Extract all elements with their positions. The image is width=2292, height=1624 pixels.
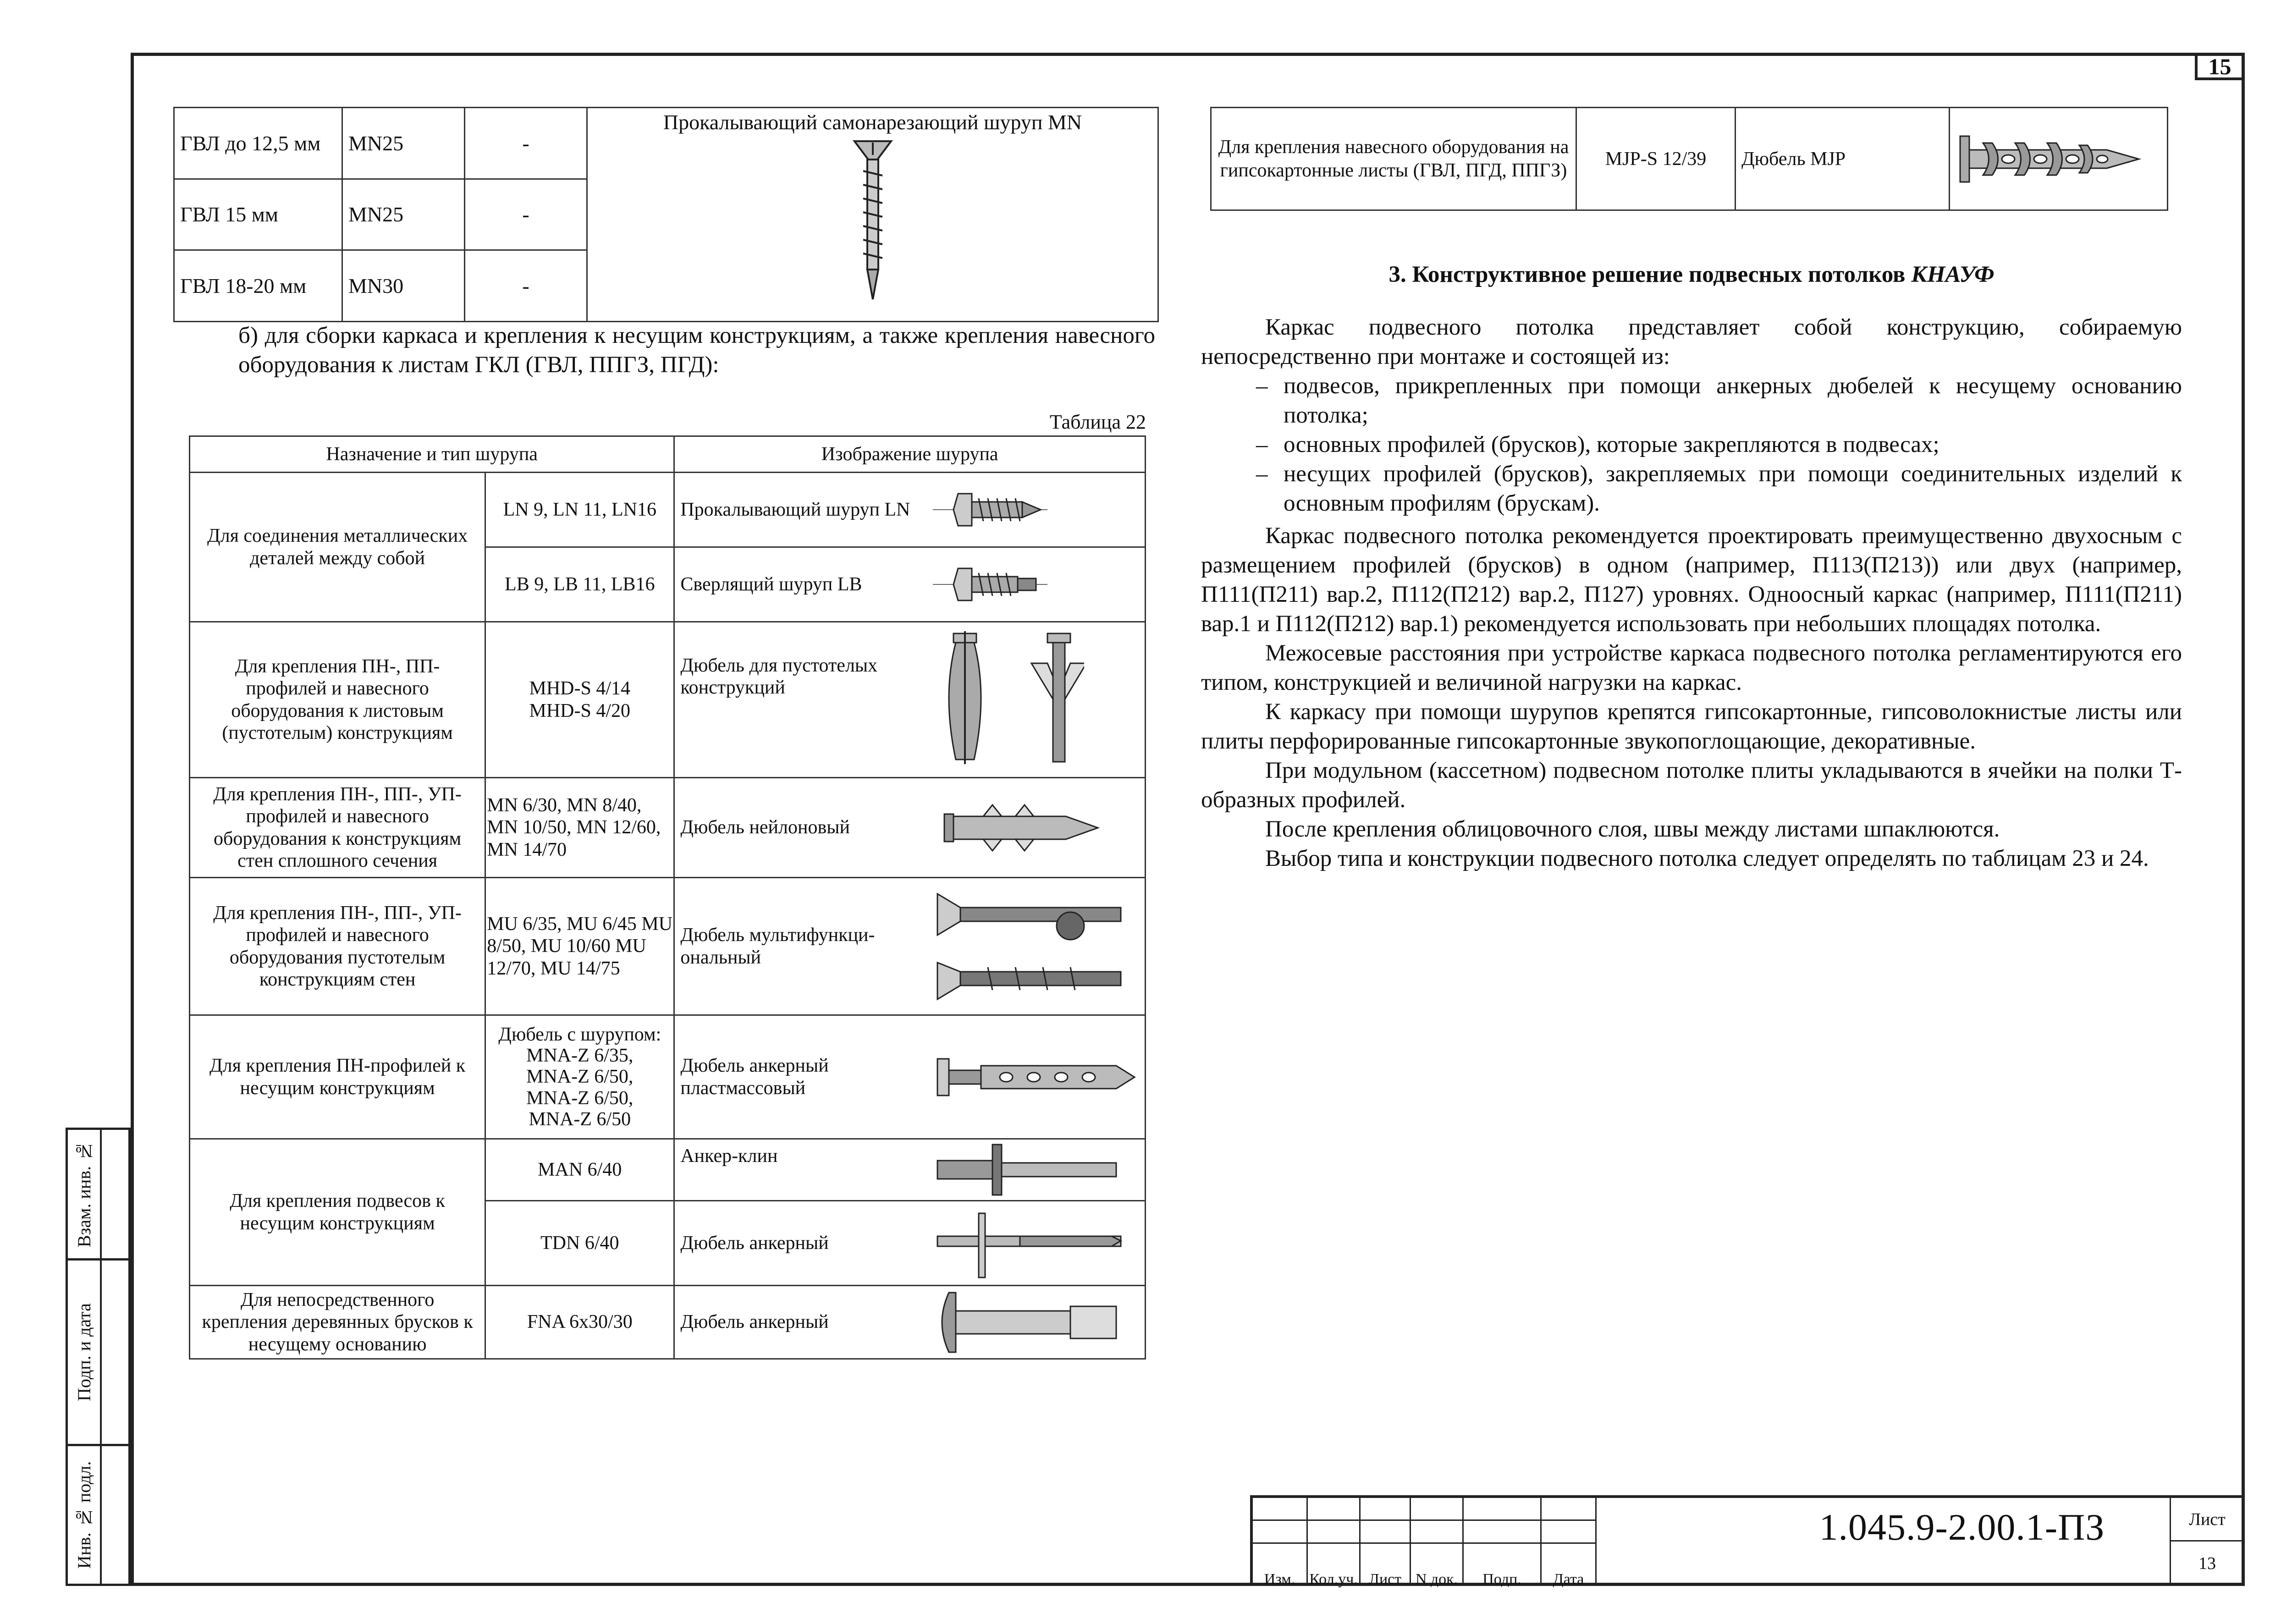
mn-image-label: Прокалывающий самонарезающий шуруп MN — [663, 110, 1082, 134]
purpose-cell: Для крепления ПН-, ПП-, УП- профилей и навесного оборудования пустотелым конструкциям стен — [190, 878, 485, 1015]
name-cell: Прокалывающий шуруп LN — [674, 473, 927, 547]
bullet-dash: – — [1256, 373, 1268, 399]
material-cell: ГВЛ до 12,5 мм — [174, 108, 342, 179]
side-stamp-col — [68, 1261, 102, 1444]
purpose-cell: Для крепления подвесов к несущим конструкциям — [190, 1139, 485, 1286]
side-stamp-replaced-inv — [66, 1128, 131, 1261]
document-code: 1.045.9-2.00.1-ПЗ — [1819, 1506, 2105, 1548]
stamp-cell — [1308, 1498, 1361, 1521]
material-cell: ГВЛ 18-20 мм — [174, 250, 342, 322]
stamp-cell — [1361, 1498, 1411, 1521]
table22-caption: Таблица 22 — [1049, 411, 1146, 433]
bullet-dash: – — [1256, 461, 1268, 487]
type-cell: MN 6/30, MN 8/40, MN 10/50, MN 12/60, MN 14/70 — [485, 778, 674, 878]
table-22 — [189, 435, 1146, 1360]
name-cell: Дюбель анкерный — [674, 1286, 927, 1359]
purpose-cell: Для непосредственного крепления деревянных брусков к несущему основанию — [190, 1286, 485, 1359]
side-stamp-signature-date — [66, 1258, 131, 1446]
screw-cell: MN25 — [342, 179, 465, 250]
mjp-table — [1210, 107, 2168, 211]
type-cell: LB 9, LB 11, LB16 — [485, 547, 674, 622]
mjp-name: Дюбель MJP — [1736, 108, 1950, 210]
col-kol-uch: Кол.уч. — [1308, 1544, 1361, 1586]
section-3-heading-text: 3. Конструктивное решение подвесных потолков — [1388, 262, 1912, 287]
type-cell: LN 9, LN 11, LN16 — [485, 473, 674, 547]
dash-cell: - — [465, 179, 587, 250]
dash-cell: - — [465, 108, 587, 179]
stamp-cell — [1542, 1521, 1597, 1544]
stamp-cell — [1464, 1521, 1542, 1544]
section3-body — [1201, 521, 2182, 873]
bullet-dash: – — [1256, 432, 1268, 457]
stamp-cell — [1253, 1521, 1308, 1544]
col-n-dok: N док. — [1411, 1544, 1464, 1586]
stamp-cell — [1542, 1498, 1597, 1521]
section3-para-6: После крепления облицовочного слоя, швы между листами шпаклюются. — [1265, 816, 2000, 842]
top-screw-table — [173, 107, 1159, 322]
stamp-cell — [1411, 1498, 1464, 1521]
section-3-heading — [1201, 261, 2182, 288]
bullet-item — [1256, 430, 2182, 459]
ln-screw-icon — [927, 473, 1146, 547]
stamp-cell — [1361, 1521, 1411, 1544]
name-cell: Дюбель для пустотелых конструкций — [674, 622, 927, 778]
section3-para-7: Выбор типа и конструкции подвесного потолка следует определять по таблицам 23 и 24. — [1265, 846, 2149, 871]
bullet-text: основных профилей (брусков), которые закрепляются в подвесах; — [1284, 432, 1939, 457]
sheet-number: 13 — [2170, 1541, 2245, 1586]
section3-bullet-list — [1256, 371, 2182, 518]
side-stamp-original-inv — [66, 1444, 131, 1586]
mn-screw-icon — [593, 139, 1152, 304]
purpose-cell: Для крепления ПН-, ПП-, УП- профилей и навесного оборудования к конструкциям стен сплошного сечения — [190, 778, 485, 878]
page-number: 15 — [2195, 53, 2245, 80]
purpose-cell: Для соединения металлических деталей между собой — [190, 473, 485, 622]
mjp-purpose: Для крепления навесного оборудования на гипсокартонные листы (ГВЛ, ПГД, ППГЗ) — [1211, 108, 1576, 210]
lb-screw-icon — [927, 547, 1146, 622]
table22-header-purpose: Назначение и тип шурупа — [190, 436, 674, 473]
name-cell: Дюбель мультифункци-ональный — [674, 878, 927, 1015]
side-stamp-col — [68, 1446, 102, 1584]
hollow-wall-dowel-icon — [927, 622, 1146, 778]
side-stamp-label: Инв. № подл. — [73, 1461, 94, 1569]
type-cell: MHD-S 4/14 MHD-S 4/20 — [485, 622, 674, 778]
fna-anchor-icon — [927, 1286, 1146, 1359]
section3-para-2: Каркас подвесного потолка рекомендуется проектировать преимущественно двухосным с размещением профилей (брусков) в одном (например, П113(П213)) или двух (например, П111(П211) вар.2, П112(П212) вар.2, П127) уровнях. Одноосный каркас (например, П111(П211) вар.1 и П112(П212) вар.1) рекомендуется использовать при небольших площадях потолка. — [1201, 523, 2182, 637]
bullet-text: подвесов, прикрепленных при помощи анкерных дюбелей к несущему основанию потолка; — [1284, 373, 2182, 428]
type-cell: TDN 6/40 — [485, 1201, 674, 1286]
name-cell: Анкер-клин — [674, 1139, 927, 1201]
type-cell: FNA 6x30/30 — [485, 1286, 674, 1359]
type-cell: Дюбель с шурупом: MNA-Z 6/35, MNA-Z 6/50, MNA-Z 6/50, MNA-Z 6/50 — [485, 1015, 674, 1139]
col-izm: Изм. — [1253, 1544, 1308, 1586]
type-cell: MAN 6/40 — [485, 1139, 674, 1201]
col-list: Лист — [1361, 1544, 1411, 1586]
purpose-cell: Для крепления ПН-профилей к несущим конструкциям — [190, 1015, 485, 1139]
side-stamp-label: Взам. инв. № — [73, 1140, 94, 1248]
stamp-cell — [1253, 1498, 1308, 1521]
material-cell: ГВЛ 15 мм — [174, 179, 342, 250]
dash-cell: - — [465, 250, 587, 322]
side-stamp-label: Подп. и дата — [73, 1303, 94, 1401]
type-cell: MU 6/35, MU 6/45 MU 8/50, MU 10/60 MU 12/70, MU 14/75 — [485, 878, 674, 1015]
screw-cell: MN25 — [342, 108, 465, 179]
mn-image-cell — [587, 108, 1158, 322]
screw-cell: MN30 — [342, 250, 465, 322]
side-stamp-col — [68, 1130, 102, 1258]
knauf-brand: КНАУФ — [1911, 262, 1994, 287]
bullet-item — [1256, 371, 2182, 430]
name-cell: Дюбель нейлоновый — [674, 778, 927, 878]
section3-para-1: Каркас подвесного потолка представляет собой конструкцию, собираемую непосредственно при монтаже и состоящей из: — [1201, 314, 2182, 369]
section3-para-4: К каркасу при помощи шурупов крепятся гипсокартонные, гипсоволокнистые листы или плиты перфорированные гипсокартонные звукопоглощающие, декоративные. — [1201, 699, 2182, 754]
tdn-anchor-icon — [927, 1201, 1146, 1286]
purpose-cell: Для крепления ПН-, ПП- профилей и навесного оборудования к листовым (пустотелым) конструкциям — [190, 622, 485, 778]
col-data: Дата — [1542, 1544, 1597, 1586]
stamp-cell — [1464, 1498, 1542, 1521]
mjp-dowel-icon — [1950, 108, 2168, 210]
nylon-dowel-icon — [927, 778, 1146, 878]
bullet-text: несущих профилей (брусков), закрепляемых при помощи соединительных изделий к основным профилям (брускам). — [1284, 461, 2182, 516]
col-podp: Подп. — [1464, 1544, 1542, 1586]
stamp-cell — [1411, 1521, 1464, 1544]
multifunction-dowel-icon — [927, 878, 1146, 1015]
stamp-cell — [1308, 1521, 1361, 1544]
sheet-label: Лист — [2170, 1498, 2245, 1541]
name-cell: Дюбель анкерный — [674, 1201, 927, 1286]
section3-para-5: При модульном (кассетном) подвесном потолке плиты укладываются в ячейки на полки Т-образных профилей. — [1201, 758, 2182, 813]
mjp-type: MJP-S 12/39 — [1576, 108, 1736, 210]
anchor-wedge-icon — [927, 1139, 1146, 1201]
name-cell: Дюбель анкерный пластмассовый — [674, 1015, 927, 1139]
para-b: б) для сборки каркаса и крепления к несущим конструкциям, а также крепления навесного оборудования к листам ГКЛ (ГВЛ, ППГЗ, ПГД): — [238, 323, 1155, 378]
name-cell: Сверлящий шуруп LB — [674, 547, 927, 622]
plastic-anchor-dowel-icon — [927, 1015, 1146, 1139]
section3-para-3: Межосевые расстояния при устройстве каркаса подвесного потолка регламентируются его типом, конструкцией и величиной нагрузки на каркас. — [1201, 640, 2182, 695]
table22-header-image: Изображение шурупа — [674, 436, 1146, 473]
bullet-item — [1256, 459, 2182, 518]
